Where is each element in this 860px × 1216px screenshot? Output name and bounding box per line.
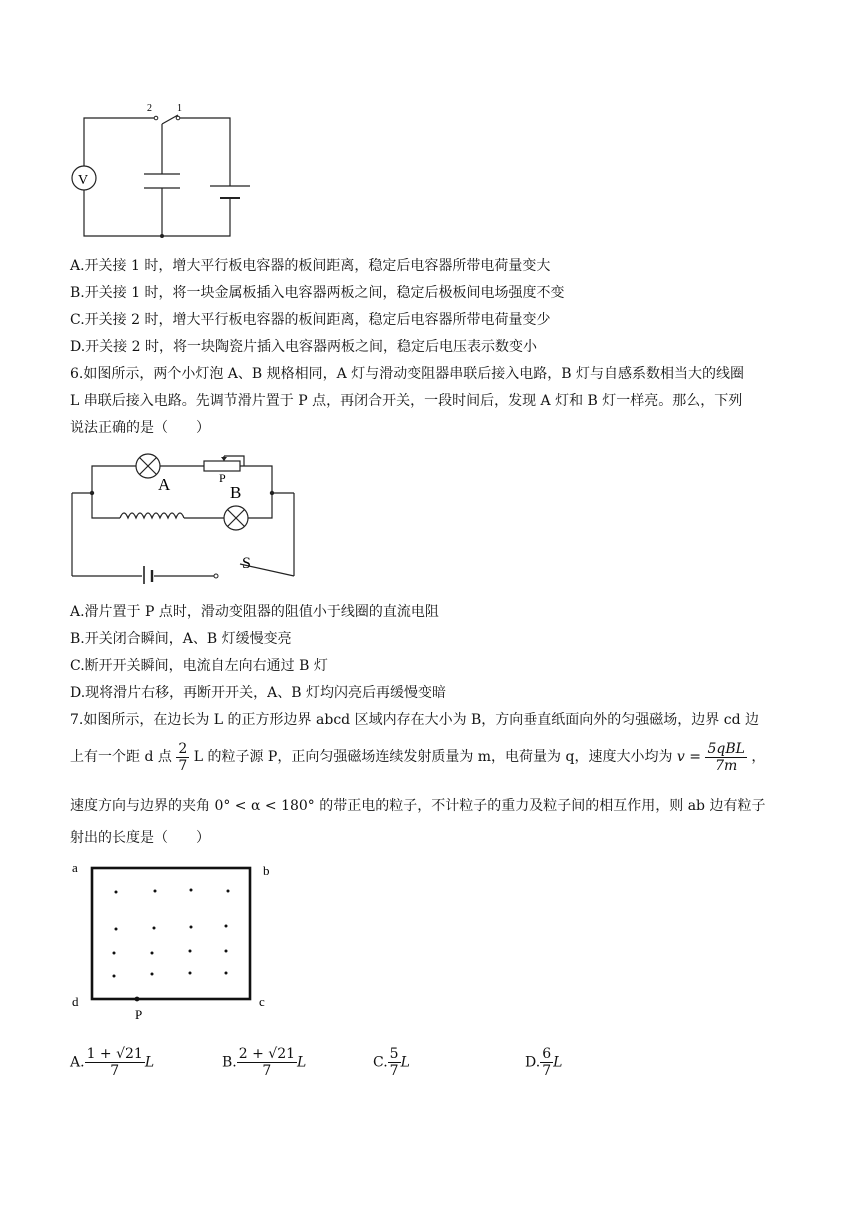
- q7-option-c: C. $\frac{5}{7}$ L: [373, 1046, 410, 1079]
- corner-a-label: a: [72, 860, 78, 875]
- slider-p-label: P: [219, 471, 226, 485]
- q6-option-a: A.滑片置于 P 点时，滑动变阻器的阻值小于线圈的直流电阻: [70, 604, 439, 620]
- lamp-b-label: B: [230, 483, 242, 502]
- q5-option-d: D.开关接 2 时，将一块陶瓷片插入电容器两板之间，稳定后电压表示数变小: [70, 339, 537, 355]
- capacitor-circuit-figure: [60, 100, 260, 242]
- q6-stem-line-1: 6.如图所示，两个小灯泡 A、B 规格相同，A 灯与滑动变阻器串联后接入电路，B 灯与自感系数相当大的线圈: [70, 366, 744, 382]
- q7-option-a: A. $\frac{1 + √21}{7}$ L: [70, 1046, 155, 1079]
- q6-stem-line-2: L 串联后接入电路。先调节滑片置于 P 点，再闭合开关，一段时间后，发现 A 灯和 B 灯一样亮。那么，下列: [70, 393, 743, 409]
- source-p-label: P: [135, 1007, 143, 1022]
- velocity-fraction: $\frac{\text{5qBL}}{7m}$: [707, 740, 745, 774]
- q7-stem-line-3: 速度方向与边界的夹角 0° < α < 180° 的带正电的粒子，不计粒子的重力及粒子间的相互作用，则 ab 边有粒子: [70, 798, 766, 814]
- switch-terminal-1: 1: [177, 103, 182, 114]
- q6-option-c: C.断开开关瞬间，电流自左向右通过 B 灯: [70, 658, 328, 674]
- q7-option-d: D. $\frac{6}{7}$ L: [525, 1046, 563, 1079]
- fraction-two-sevenths: $\frac{2}{7}$: [178, 740, 188, 774]
- q7-stem-line-2: 上有一个距 d 点 $\frac{2}{7}$ L 的粒子源 P，正向匀强磁场连续发射质量为 m，电荷量为 q，速度大小均为 v = $\frac{\text{5qBL}}{7m}$ ，: [70, 740, 766, 774]
- magnetic-field-square-figure: [66, 856, 286, 1026]
- lamp-a-label: A: [158, 475, 171, 494]
- q5-option-a: A.开关接 1 时，增大平行板电容器的板间距离，稳定后电容器所带电荷量变大: [70, 258, 551, 274]
- q7-stem-line-4: 射出的长度是（ ）: [70, 830, 210, 846]
- corner-b-label: b: [263, 863, 270, 878]
- lamp-inductor-circuit-figure: [64, 448, 304, 584]
- q6-option-b: B.开关闭合瞬间，A、B 灯缓慢变亮: [70, 631, 292, 647]
- voltmeter-symbol: V: [78, 173, 89, 188]
- corner-c-label: c: [259, 994, 265, 1009]
- q6-stem-line-3: 说法正确的是（ ）: [70, 420, 210, 436]
- switch-terminal-2: 2: [147, 103, 152, 114]
- q6-option-d: D.现将滑片右移，再断开开关，A、B 灯均闪亮后再缓慢变暗: [70, 685, 447, 701]
- q7-stem-line-1: 7.如图所示，在边长为 L 的正方形边界 abcd 区域内存在大小为 B，方向垂直纸面向外的匀强磁场，边界 cd 边: [70, 712, 760, 728]
- switch-s-label: S: [242, 555, 251, 572]
- corner-d-label: d: [72, 994, 79, 1009]
- q7-option-b: B. $\frac{2 + √21}{7}$ L: [222, 1046, 307, 1079]
- q5-option-c: C.开关接 2 时，增大平行板电容器的板间距离，稳定后电容器所带电荷量变少: [70, 312, 551, 328]
- q5-option-b: B.开关接 1 时，将一块金属板插入电容器两板之间，稳定后极板间电场强度不变: [70, 285, 565, 301]
